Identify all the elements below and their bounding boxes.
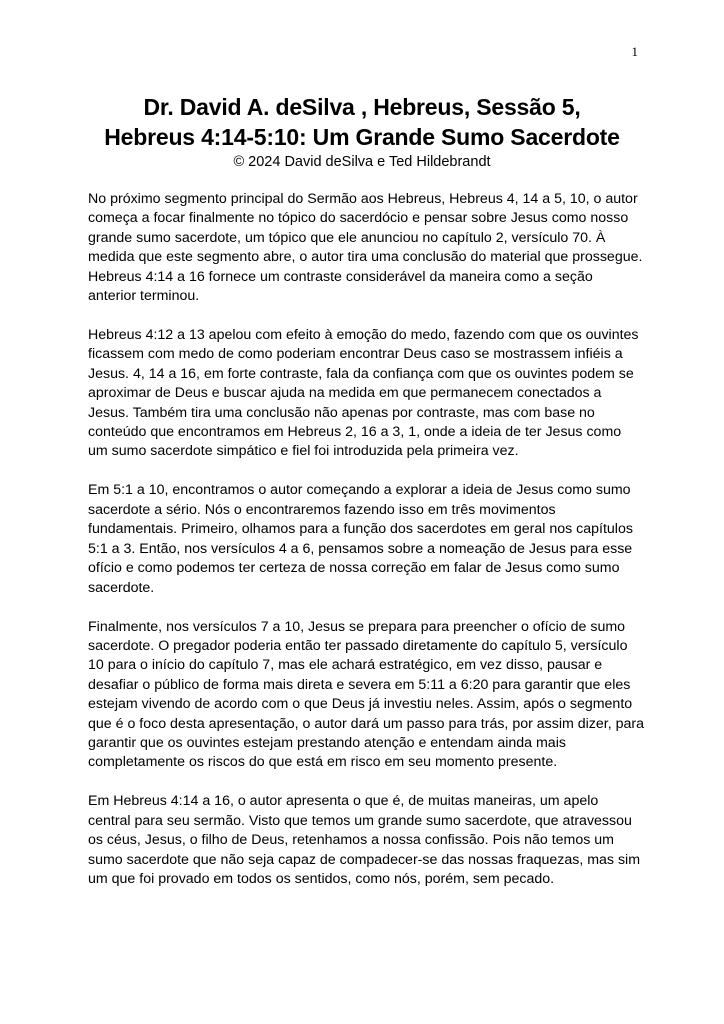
document-body [88, 190, 644, 909]
paragraph-2: Hebreus 4:12 a 13 apelou com efeito à emoção do medo, fazendo com que os ouvintes ficassem com medo de como poderiam encontrar Deus caso se mostrassem infiéis a Jesus. 4, 14 a 16, em forte contraste, fala da confiança com que os ouvintes podem se aproximar de Deus e buscar ajuda na medida em que permanecem conectados a Jesus. Também tira uma conclusão não apenas por contraste, mas com base no conteúdo que encontramos em Hebreus 2, 16 a 3, 1, onde a ideia de ter Jesus como um sumo sacerdote simpático e fiel foi introduzida pela primeira vez. [88, 327, 639, 460]
paragraph-4: Finalmente, nos versículos 7 a 10, Jesus se prepara para preencher o ofício de sumo sacerdote. O pregador poderia então ter passado diretamente do capítulo 5, versículo 10 para o início do capítulo 7, mas ele achará estratégico, em vez disso, pausar e desafiar o público de forma mais direta e severa em 5:11 a 6:20 para garantir que eles estejam vivendo de acordo com o que Deus já investiu neles. Assim, após o segmento que é o foco desta apresentação, o autor dará um passo para trás, por assim dizer, para garantir que os ouvintes estejam prestando atenção e entendam ainda mais completamente os riscos do que está em risco em seu momento presente. [88, 618, 644, 771]
document-title-line-2: Hebreus 4:14-5:10: Um Grande Sumo Sacerdote [104, 124, 620, 150]
document-header [60, 92, 664, 172]
page-number: 1 [631, 44, 638, 59]
paragraph-3: Em 5:1 a 10, encontramos o autor começando a explorar a ideia de Jesus como sumo sacerdote a sério. Nós o encontraremos fazendo isso em três movimentos fundamentais. Primeiro, olhamos para a função dos sacerdotes em geral nos capítulos 5:1 a 3. Então, nos versículos 4 a 6, pensamos sobre a nomeação de Jesus para esse ofício e como podemos ter certeza de nossa correção em falar de Jesus como sumo sacerdote. [88, 482, 633, 596]
paragraph-1: No próximo segmento principal do Sermão aos Hebreus, Hebreus 4, 14 a 5, 10, o autor começa a focar finalmente no tópico do sacerdócio e pensar sobre Jesus como nosso grande sumo sacerdote, um tópico que ele anunciou no capítulo 2, versículo 70. À medida que este segmento abre, o autor tira uma conclusão do material que prossegue. Hebreus 4:14 a 16 fornece um contraste considerável da maneira como a seção anterior terminou. [88, 191, 643, 305]
copyright-notice: © 2024 David deSilva e Ted Hildebrandt [233, 154, 491, 170]
document-title-line-1: Dr. David A. deSilva , Hebreus, Sessão 5, [143, 94, 581, 120]
paragraph-5: Em Hebreus 4:14 a 16, o autor apresenta o que é, de muitas maneiras, um apelo central para seu sermão. Visto que temos um grande sumo sacerdote, que atravessou os céus, Jesus, o filho de Deus, retenhamos a nossa confissão. Pois não temos um sumo sacerdote que não seja capaz de compadecer-se das nossas fraquezas, mas sim um que foi provado em todos os sentidos, como nós, porém, sem pecado. [88, 793, 641, 887]
